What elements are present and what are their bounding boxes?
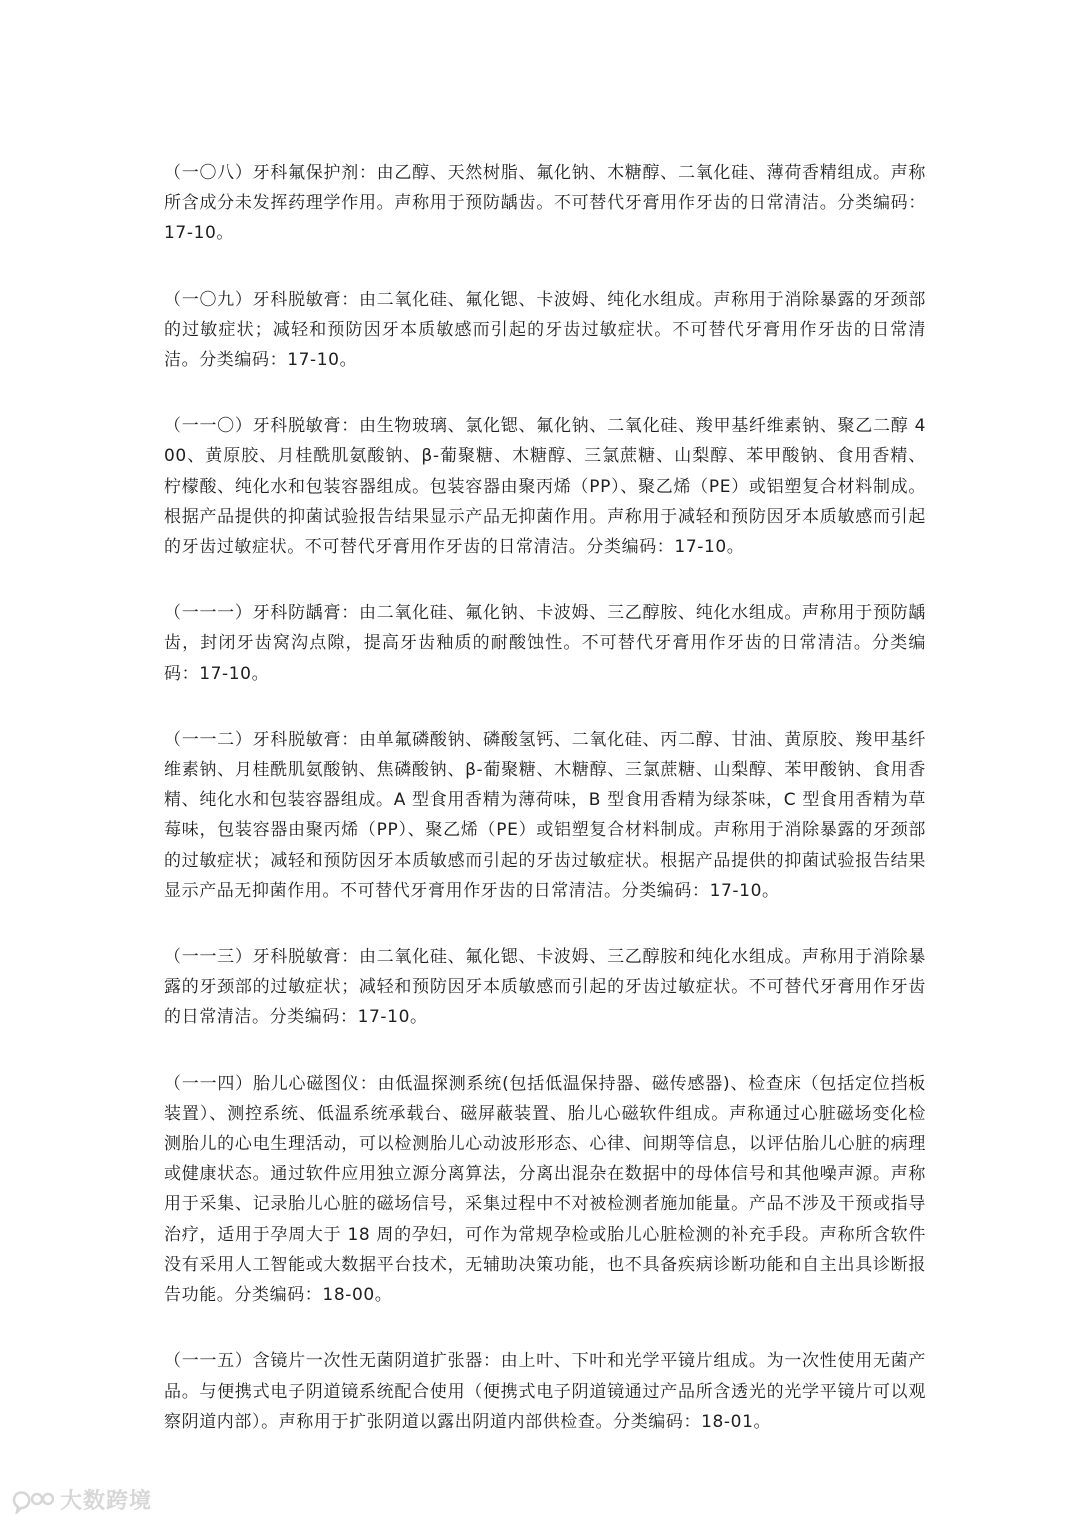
entry-113: （一一三）牙科脱敏膏：由二氧化硅、氟化锶、卡波姆、三乙醇胺和纯化水组成。声称用于消除暴露的牙颈部的过敏症状；减轻和预防因牙本质敏感而引起的牙齿过敏症状。不可替代牙膏用作牙齿的日常清洁。分类编码：17-10。 xyxy=(164,947,926,1028)
entry-114: （一一四）胎儿心磁图仪：由低温探测系统(包括低温保持器、磁传感器)、检查床（包括定位挡板装置）、测控系统、低温系统承载台、磁屏蔽装置、胎儿心磁软件组成。声称通过心脏磁场变化检测胎儿的心电生理活动，可以检测胎儿心动波形形态、心律、间期等信息，以评估胎儿心脏的病理或健康状态。通过软件应用独立源分离算法，分离出混杂在数据中的母体信号和其他噪声源。声称用于采集、记录胎儿心脏的磁场信号，采集过程中不对被检测者施加能量。产品不涉及干预或指导治疗，适用于孕周大于 18 周的孕妇，可作为常规孕检或胎儿心脏检测的补充手段。声称所含软件没有采用人工智能或大数据平台技术，无辅助决策功能，也不具备疾病诊断功能和自主出具诊断报告功能。分类编码：18-00。 xyxy=(164,1073,926,1306)
watermark-logo-icon xyxy=(8,1486,54,1514)
watermark-text: 大数跨境 xyxy=(60,1489,153,1514)
entry-112: （一一二）牙科脱敏膏：由单氟磷酸钠、磷酸氢钙、二氧化硅、丙二醇、甘油、黄原胶、羧甲基纤维素钠、月桂酰肌氨酸钠、焦磷酸钠、β-葡聚糖、木糖醇、三氯蔗糖、山梨醇、苯甲酸钠、食用香精、纯化水和包装容器组成。A 型食用香精为薄荷味，B 型食用香精为绿茶味，C 型食用香精为草莓味，包装容器由聚丙烯（PP）、聚乙烯（PE）或铝塑复合材料制成。声称用于消除暴露的牙颈部的过敏症状；减轻和预防因牙本质敏感而引起的牙齿过敏症状。根据产品提供的抑菌试验报告结果显示产品无抑菌作用。不可替代牙膏用作牙齿的日常清洁。分类编码：17-10。 xyxy=(164,729,926,901)
entry-111: （一一一）牙科防龋膏：由二氧化硅、氟化钠、卡波姆、三乙醇胺、纯化水组成。声称用于预防龋齿，封闭牙齿窝沟点隙，提高牙齿釉质的耐酸蚀性。不可替代牙膏用作牙齿的日常清洁。分类编码：17-10。 xyxy=(164,603,926,684)
entry-110: （一一〇）牙科脱敏膏：由生物玻璃、氯化锶、氟化钠、二氧化硅、羧甲基纤维素钠、聚乙二醇 400、黄原胶、月桂酰肌氨酸钠、β-葡聚糖、木糖醇、三氯蔗糖、山梨醇、苯甲酸钠、食用香精、柠檬酸、纯化水和包装容器组成。包装容器由聚丙烯（PP）、聚乙烯（PE）或铝塑复合材料制成。根据产品提供的抑菌试验报告结果显示产品无抑菌作用。声称用于减轻和预防因牙本质敏感而引起的牙齿过敏症状。不可替代牙膏用作牙齿的日常清洁。分类编码：17-10。 xyxy=(164,416,926,558)
entry-109: （一〇九）牙科脱敏膏：由二氧化硅、氟化锶、卡波姆、纯化水组成。声称用于消除暴露的牙颈部的过敏症状；减轻和预防因牙本质敏感而引起的牙齿过敏症状。不可替代牙膏用作牙齿的日常清洁。分类编码：17-10。 xyxy=(164,289,926,371)
entry-108: （一〇八）牙科氟保护剂：由乙醇、天然树脂、氟化钠、木糖醇、二氧化硅、薄荷香精组成。声称所含成分未发挥药理学作用。声称用于预防龋齿。不可替代牙膏用作牙齿的日常清洁。分类编码：17-10。 xyxy=(164,163,926,244)
entry-115: （一一五）含镜片一次性无菌阴道扩张器：由上叶、下叶和光学平镜片组成。为一次性使用无菌产品。与便携式电子阴道镜系统配合使用（便携式电子阴道镜通过产品所含透光的光学平镜片可以观察阴道内部）。声称用于扩张阴道以露出阴道内部供检查。分类编码：18-01。 xyxy=(164,1351,926,1432)
document-body xyxy=(164,158,926,1473)
watermark xyxy=(8,1484,152,1515)
